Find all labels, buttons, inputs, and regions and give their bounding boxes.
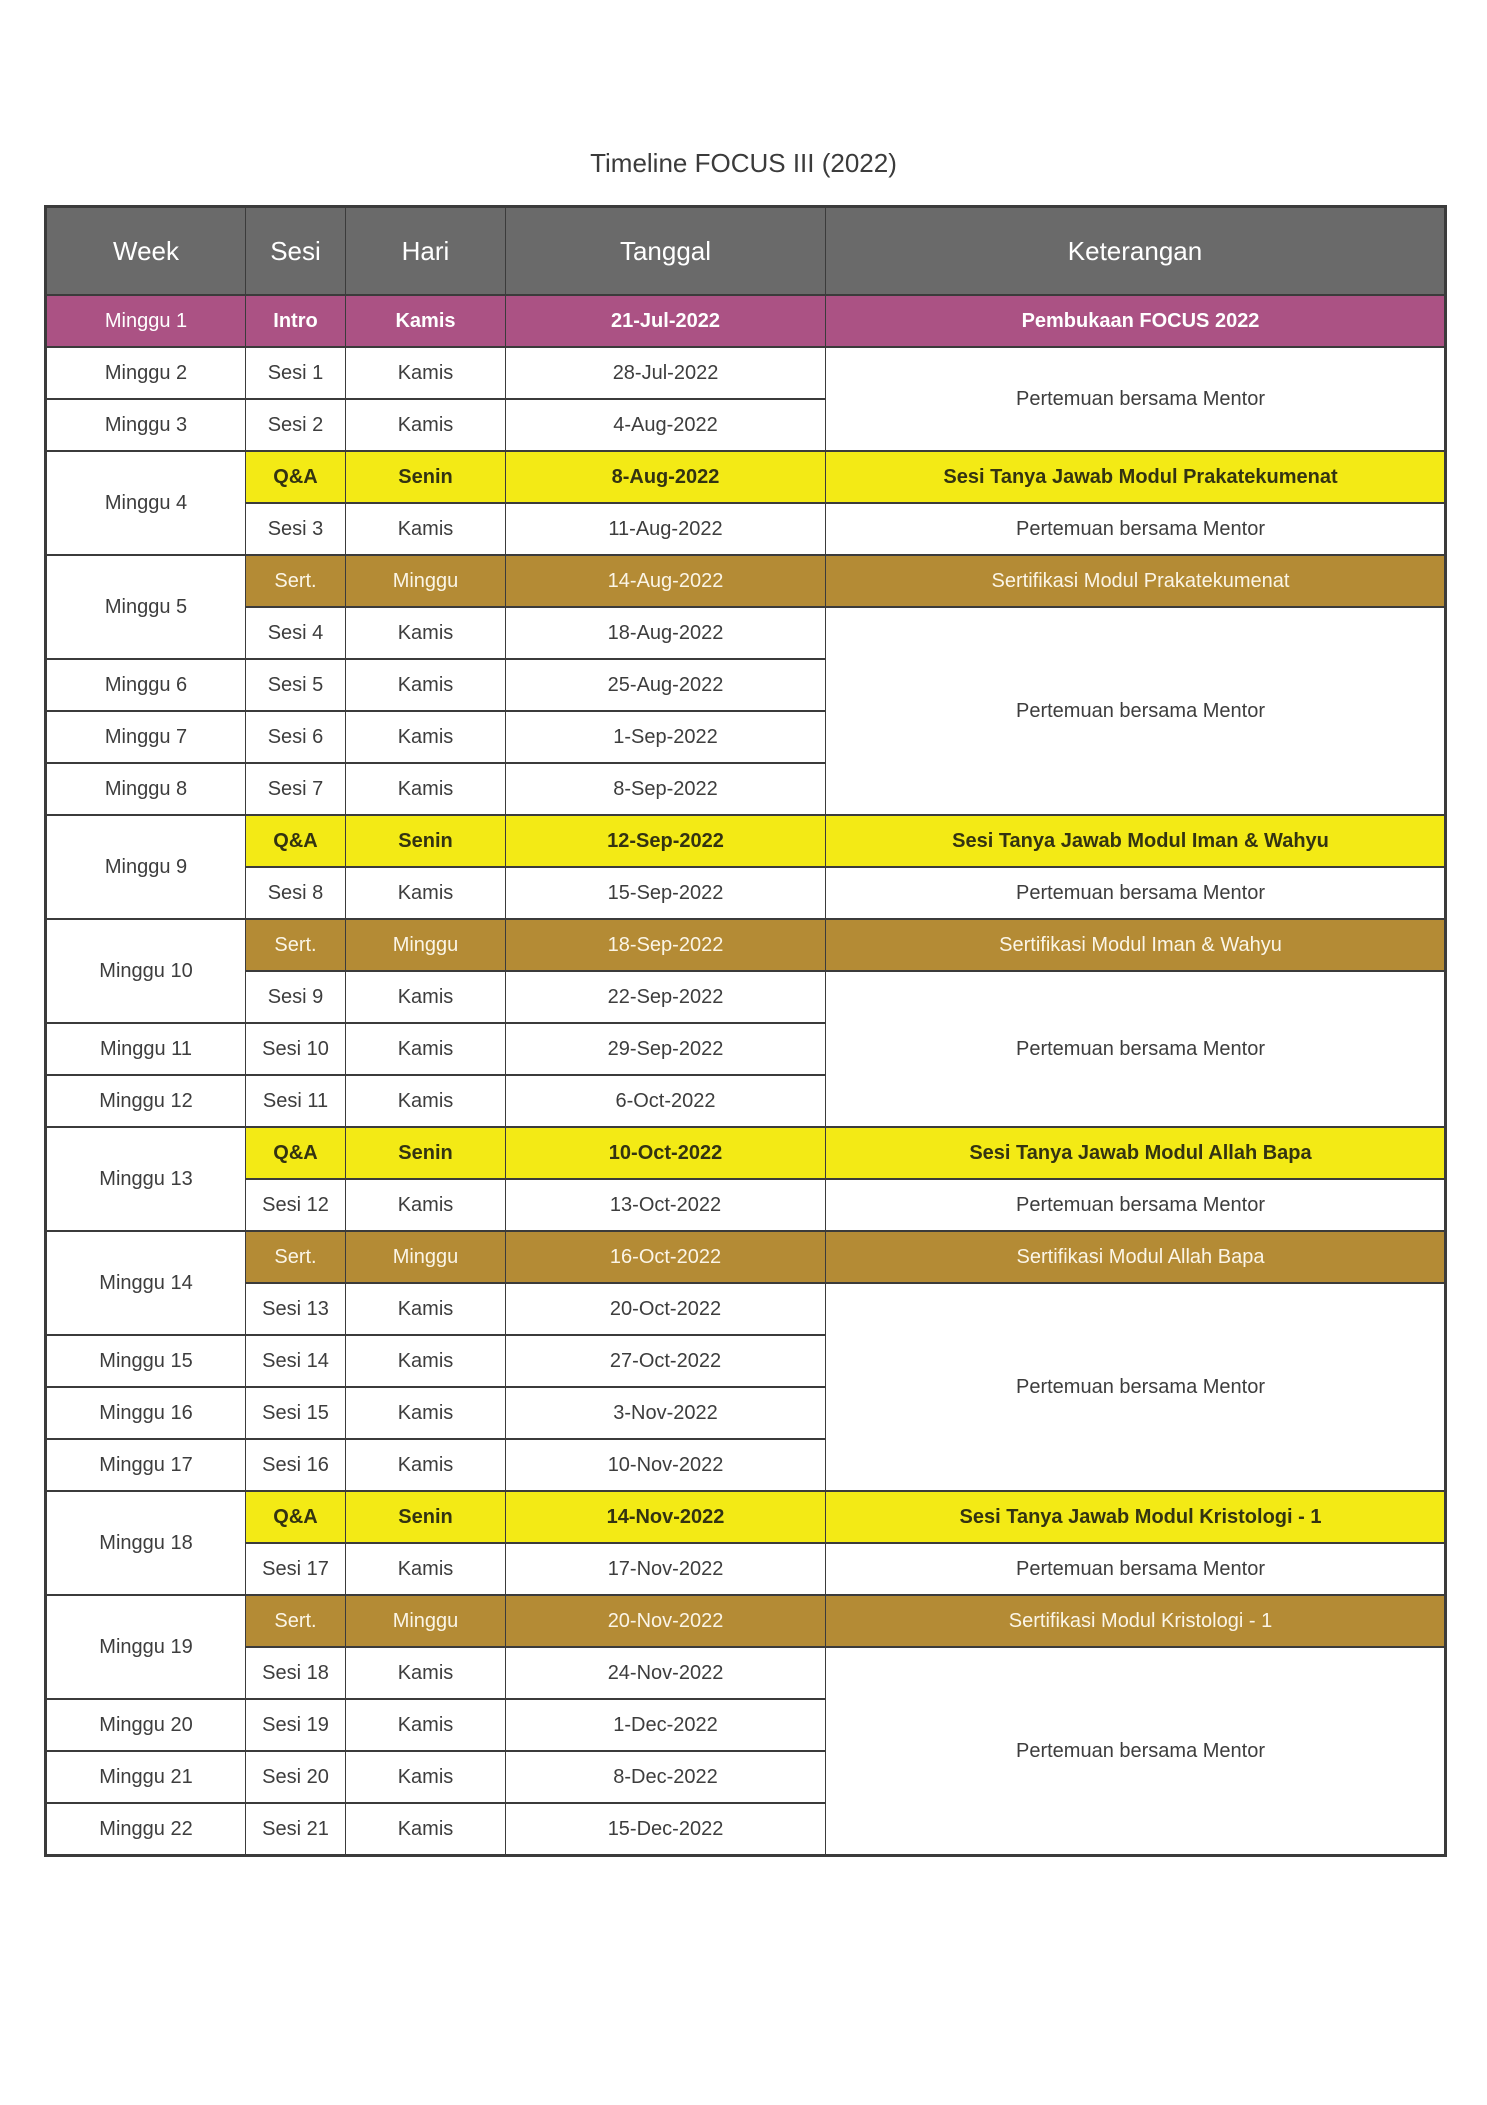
hari-cell: Kamis: [346, 1647, 506, 1699]
tanggal-cell: 8-Sep-2022: [506, 763, 826, 815]
sesi-cell: Q&A: [246, 815, 346, 867]
hari-cell: Kamis: [346, 1699, 506, 1751]
hari-cell: Minggu: [346, 1231, 506, 1283]
tanggal-cell: 18-Aug-2022: [506, 607, 826, 659]
hari-cell: Minggu: [346, 919, 506, 971]
keterangan-cell: Pertemuan bersama Mentor: [826, 1283, 1446, 1491]
sesi-cell: Sesi 8: [246, 867, 346, 919]
keterangan-cell: Sesi Tanya Jawab Modul Allah Bapa: [826, 1127, 1446, 1179]
hari-cell: Kamis: [346, 1283, 506, 1335]
sesi-cell: Sesi 17: [246, 1543, 346, 1595]
col-header-week: Week: [46, 207, 246, 296]
keterangan-cell: Sertifikasi Modul Prakatekumenat: [826, 555, 1446, 607]
tanggal-cell: 25-Aug-2022: [506, 659, 826, 711]
hari-cell: Senin: [346, 1491, 506, 1543]
tanggal-cell: 1-Sep-2022: [506, 711, 826, 763]
sesi-cell: Sesi 7: [246, 763, 346, 815]
sesi-cell: Q&A: [246, 451, 346, 503]
col-header-keterangan: Keterangan: [826, 207, 1446, 296]
tanggal-cell: 15-Sep-2022: [506, 867, 826, 919]
hari-cell: Kamis: [346, 659, 506, 711]
sesi-cell: Sesi 3: [246, 503, 346, 555]
sesi-cell: Sesi 15: [246, 1387, 346, 1439]
table-row: [46, 1283, 1446, 1335]
tanggal-cell: 11-Aug-2022: [506, 503, 826, 555]
col-header-hari: Hari: [346, 207, 506, 296]
week-cell: Minggu 12: [46, 1075, 246, 1127]
keterangan-cell: Sertifikasi Modul Allah Bapa: [826, 1231, 1446, 1283]
tanggal-cell: 1-Dec-2022: [506, 1699, 826, 1751]
week-cell: Minggu 5: [46, 555, 246, 659]
table-row: [46, 503, 1446, 555]
tanggal-cell: 4-Aug-2022: [506, 399, 826, 451]
page-title: Timeline FOCUS III (2022): [590, 148, 897, 178]
table-row: [46, 607, 1446, 659]
col-header-tanggal: Tanggal: [506, 207, 826, 296]
sesi-cell: Sesi 1: [246, 347, 346, 399]
table-row: [46, 1543, 1446, 1595]
table-row: [46, 1491, 1446, 1543]
sesi-cell: Q&A: [246, 1127, 346, 1179]
tanggal-cell: 8-Aug-2022: [506, 451, 826, 503]
week-cell: Minggu 2: [46, 347, 246, 399]
week-cell: Minggu 8: [46, 763, 246, 815]
tanggal-cell: 3-Nov-2022: [506, 1387, 826, 1439]
hari-cell: Kamis: [346, 399, 506, 451]
hari-cell: Kamis: [346, 607, 506, 659]
hari-cell: Kamis: [346, 1023, 506, 1075]
tanggal-cell: 13-Oct-2022: [506, 1179, 826, 1231]
keterangan-cell: Pembukaan FOCUS 2022: [826, 295, 1446, 347]
hari-cell: Kamis: [346, 1075, 506, 1127]
hari-cell: Kamis: [346, 295, 506, 347]
week-cell: Minggu 18: [46, 1491, 246, 1595]
col-header-sesi: Sesi: [246, 207, 346, 296]
tanggal-cell: 10-Nov-2022: [506, 1439, 826, 1491]
sesi-cell: Sesi 9: [246, 971, 346, 1023]
tanggal-cell: 21-Jul-2022: [506, 295, 826, 347]
table-body: [46, 295, 1446, 1856]
hari-cell: Minggu: [346, 555, 506, 607]
week-cell: Minggu 10: [46, 919, 246, 1023]
tanggal-cell: 20-Nov-2022: [506, 1595, 826, 1647]
table-row: [46, 971, 1446, 1023]
table-row: [46, 867, 1446, 919]
table-row: [46, 555, 1446, 607]
keterangan-cell: Pertemuan bersama Mentor: [826, 607, 1446, 815]
week-cell: Minggu 15: [46, 1335, 246, 1387]
hari-cell: Senin: [346, 1127, 506, 1179]
week-cell: Minggu 14: [46, 1231, 246, 1335]
sesi-cell: Sert.: [246, 1595, 346, 1647]
tanggal-cell: 6-Oct-2022: [506, 1075, 826, 1127]
tanggal-cell: 22-Sep-2022: [506, 971, 826, 1023]
table-row: [46, 1179, 1446, 1231]
sesi-cell: Sesi 12: [246, 1179, 346, 1231]
tanggal-cell: 14-Nov-2022: [506, 1491, 826, 1543]
week-cell: Minggu 1: [46, 295, 246, 347]
tanggal-cell: 29-Sep-2022: [506, 1023, 826, 1075]
keterangan-cell: Pertemuan bersama Mentor: [826, 971, 1446, 1127]
timeline-table: [44, 205, 1447, 1857]
hari-cell: Kamis: [346, 763, 506, 815]
week-cell: Minggu 3: [46, 399, 246, 451]
table-row: [46, 1647, 1446, 1699]
hari-cell: Kamis: [346, 1439, 506, 1491]
week-cell: Minggu 9: [46, 815, 246, 919]
sesi-cell: Sesi 6: [246, 711, 346, 763]
week-cell: Minggu 20: [46, 1699, 246, 1751]
hari-cell: Kamis: [346, 711, 506, 763]
keterangan-cell: Sertifikasi Modul Kristologi - 1: [826, 1595, 1446, 1647]
keterangan-cell: Sesi Tanya Jawab Modul Iman & Wahyu: [826, 815, 1446, 867]
week-cell: Minggu 11: [46, 1023, 246, 1075]
tanggal-cell: 24-Nov-2022: [506, 1647, 826, 1699]
hari-cell: Kamis: [346, 867, 506, 919]
tanggal-cell: 15-Dec-2022: [506, 1803, 826, 1856]
sesi-cell: Sesi 16: [246, 1439, 346, 1491]
hari-cell: Kamis: [346, 503, 506, 555]
hari-cell: Kamis: [346, 1179, 506, 1231]
sesi-cell: Sesi 13: [246, 1283, 346, 1335]
keterangan-cell: Sertifikasi Modul Iman & Wahyu: [826, 919, 1446, 971]
sesi-cell: Sesi 20: [246, 1751, 346, 1803]
tanggal-cell: 28-Jul-2022: [506, 347, 826, 399]
table-row: [46, 1595, 1446, 1647]
week-cell: Minggu 19: [46, 1595, 246, 1699]
week-cell: Minggu 22: [46, 1803, 246, 1856]
tanggal-cell: 20-Oct-2022: [506, 1283, 826, 1335]
tanggal-cell: 10-Oct-2022: [506, 1127, 826, 1179]
header-row: [46, 207, 1446, 296]
hari-cell: Senin: [346, 815, 506, 867]
week-cell: Minggu 7: [46, 711, 246, 763]
keterangan-cell: Pertemuan bersama Mentor: [826, 347, 1446, 451]
sesi-cell: Sert.: [246, 555, 346, 607]
sesi-cell: Sesi 5: [246, 659, 346, 711]
keterangan-cell: Sesi Tanya Jawab Modul Kristologi - 1: [826, 1491, 1446, 1543]
keterangan-cell: Pertemuan bersama Mentor: [826, 867, 1446, 919]
keterangan-cell: Pertemuan bersama Mentor: [826, 1647, 1446, 1856]
sesi-cell: Sesi 11: [246, 1075, 346, 1127]
week-cell: Minggu 21: [46, 1751, 246, 1803]
table-row: [46, 451, 1446, 503]
table-row: [46, 919, 1446, 971]
tanggal-cell: 17-Nov-2022: [506, 1543, 826, 1595]
sesi-cell: Sesi 19: [246, 1699, 346, 1751]
sesi-cell: Sert.: [246, 1231, 346, 1283]
sesi-cell: Sesi 2: [246, 399, 346, 451]
hari-cell: Kamis: [346, 1335, 506, 1387]
sesi-cell: Sesi 14: [246, 1335, 346, 1387]
sesi-cell: Sesi 18: [246, 1647, 346, 1699]
hari-cell: Senin: [346, 451, 506, 503]
sesi-cell: Sesi 21: [246, 1803, 346, 1856]
tanggal-cell: 8-Dec-2022: [506, 1751, 826, 1803]
sesi-cell: Sesi 4: [246, 607, 346, 659]
tanggal-cell: 14-Aug-2022: [506, 555, 826, 607]
week-cell: Minggu 4: [46, 451, 246, 555]
hari-cell: Kamis: [346, 1803, 506, 1856]
sesi-cell: Q&A: [246, 1491, 346, 1543]
week-cell: Minggu 13: [46, 1127, 246, 1231]
tanggal-cell: 27-Oct-2022: [506, 1335, 826, 1387]
table-row: [46, 295, 1446, 347]
table-row: [46, 815, 1446, 867]
sesi-cell: Sert.: [246, 919, 346, 971]
week-cell: Minggu 16: [46, 1387, 246, 1439]
hari-cell: Kamis: [346, 347, 506, 399]
hari-cell: Kamis: [346, 1543, 506, 1595]
table-row: [46, 1231, 1446, 1283]
hari-cell: Kamis: [346, 1751, 506, 1803]
table-row: [46, 1127, 1446, 1179]
table-row: [46, 347, 1446, 399]
hari-cell: Kamis: [346, 971, 506, 1023]
week-cell: Minggu 6: [46, 659, 246, 711]
keterangan-cell: Pertemuan bersama Mentor: [826, 1543, 1446, 1595]
tanggal-cell: 16-Oct-2022: [506, 1231, 826, 1283]
hari-cell: Minggu: [346, 1595, 506, 1647]
keterangan-cell: Pertemuan bersama Mentor: [826, 503, 1446, 555]
keterangan-cell: Pertemuan bersama Mentor: [826, 1179, 1446, 1231]
tanggal-cell: 12-Sep-2022: [506, 815, 826, 867]
keterangan-cell: Sesi Tanya Jawab Modul Prakatekumenat: [826, 451, 1446, 503]
week-cell: Minggu 17: [46, 1439, 246, 1491]
tanggal-cell: 18-Sep-2022: [506, 919, 826, 971]
sesi-cell: Sesi 10: [246, 1023, 346, 1075]
hari-cell: Kamis: [346, 1387, 506, 1439]
sesi-cell: Intro: [246, 295, 346, 347]
